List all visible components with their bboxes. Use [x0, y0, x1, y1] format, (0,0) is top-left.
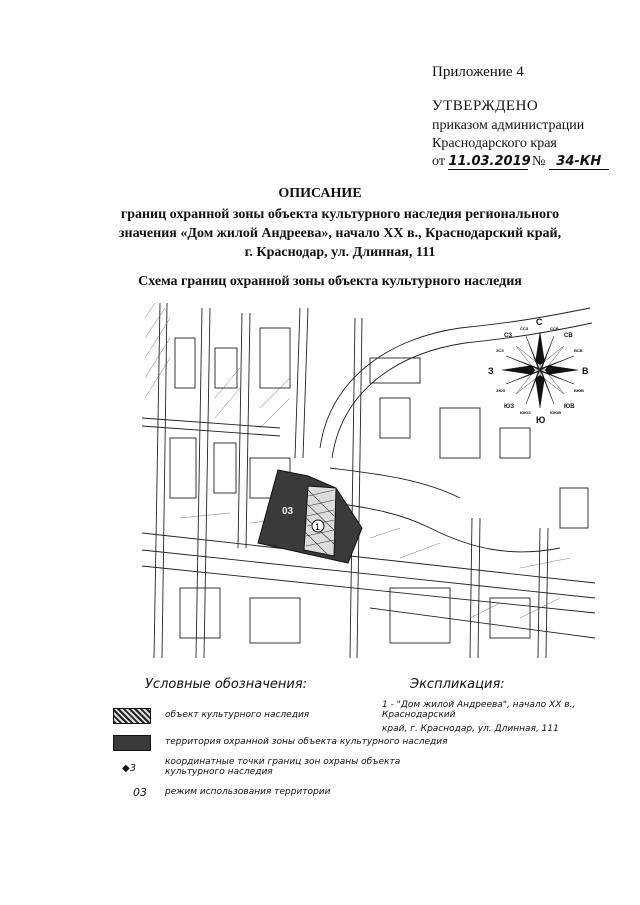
order-line-1: приказом администрации — [432, 118, 585, 133]
legend-object-text: объект культурного наследия — [165, 710, 310, 720]
legend-regime-symbol: 03 — [133, 786, 147, 799]
description-line-2: значения «Дом жилой Андреева», начало XX в., Краснодарский край, — [118, 226, 562, 241]
description-line-1: границ охранной зоны объекта культурного наследия регионального — [120, 207, 560, 222]
appendix-number: Приложение 4 — [432, 64, 524, 80]
explication-line-1: 1 - "Дом жилой Андреева", начало XX в., Краснодарский — [382, 700, 576, 720]
map-hatching — [145, 303, 570, 618]
compass-wnw: ЗСЗ — [496, 348, 504, 353]
compass-ssw: ЮЮЗ — [520, 410, 531, 415]
description-line-3: г. Краснодар, ул. Длинная, 111 — [244, 245, 436, 260]
number-prefix: № — [531, 154, 546, 169]
date-prefix: от — [432, 154, 445, 169]
order-line-2: Краснодарского края — [432, 136, 557, 151]
document-title: ОПИСАНИЕ — [278, 186, 362, 201]
legend-object-swatch — [113, 708, 151, 724]
order-number: 34-КН — [549, 154, 609, 170]
explication-title: Экспликация: — [410, 677, 505, 692]
scheme-title: Схема границ охранной зоны объекта культурного наследия — [138, 274, 522, 289]
legend-zone-text: территория охранной зоны объекта культурного наследия — [165, 737, 448, 747]
legend-point-number: 3 — [129, 763, 137, 774]
legend-point-text-line-1: координатные точки границ зон охраны объекта — [165, 757, 401, 767]
approved-stamp: УТВЕРЖДЕНО — [432, 98, 539, 114]
cadastral-map — [140, 298, 600, 668]
zone-regime-label: 03 — [282, 506, 294, 517]
compass-ne: СВ — [564, 333, 573, 339]
compass-s: Ю — [536, 415, 546, 425]
legend-point-symbol: ◆3 — [122, 763, 137, 774]
legend-title: Условные обозначения: — [145, 677, 308, 692]
compass-n: С — [536, 317, 543, 327]
compass-nnw: ССЗ — [520, 326, 529, 331]
legend-point-text-line-2: культурного наследия — [165, 767, 273, 777]
compass-nw: СЗ — [504, 333, 513, 339]
compass-sw: ЮЗ — [504, 404, 514, 410]
compass-ese: ВЮВ — [574, 388, 584, 393]
compass-sse: ЮЮВ — [550, 410, 562, 415]
compass-w: З — [488, 366, 494, 376]
object-number: 1 — [315, 522, 321, 532]
order-date-number — [432, 154, 622, 170]
compass-se: ЮВ — [564, 404, 575, 410]
compass-nne: ССВ — [550, 326, 559, 331]
legend-regime-text: режим использования территории — [165, 787, 331, 797]
compass-e: В — [582, 366, 589, 376]
explication-text — [382, 700, 632, 734]
explication-line-2: край, г. Краснодар, ул. Длинная, 111 — [382, 724, 559, 734]
compass-wsw: ЗЮЗ — [496, 388, 506, 393]
legend-zone-swatch — [113, 735, 151, 751]
order-date: 11.03.2019 — [448, 154, 531, 169]
legend-point-text — [165, 757, 400, 777]
compass-ene: ВСВ — [574, 348, 583, 353]
document-description — [60, 205, 620, 262]
